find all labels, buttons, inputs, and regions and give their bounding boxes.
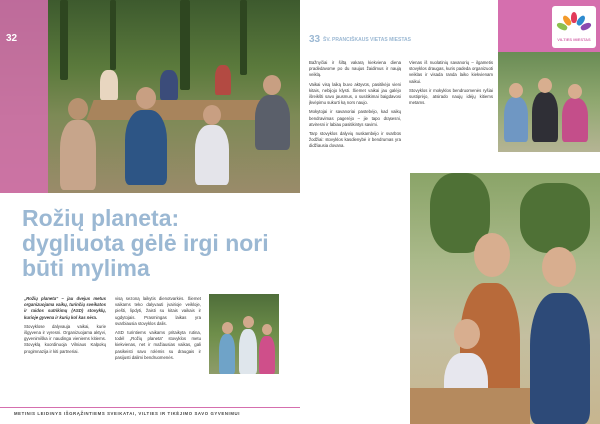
lead-paragraph: „Rožių planeta“ – jau dvejus metus organizuojama vaikų, turinčių sveikatos ir raidos sutrikimų (ASD) stovyklų, kurioje gyvena ir kurių kol kas nėra. bbox=[24, 296, 106, 320]
left-column-2 bbox=[115, 296, 201, 364]
vilties-miestas-logo bbox=[552, 6, 596, 48]
body-paragraph: ASD turintiems vaikams pritaikyta rutina, todėl „Rožių planeta“ stovyklos metu kiekvienas, net ir mažiausias vaikas, gali pasikeisti savo rolėmis su draugais ir pasijusti dalimi bendruomenės. bbox=[115, 330, 201, 360]
children-photo bbox=[209, 294, 279, 374]
right-column-1 bbox=[309, 60, 401, 153]
body-paragraph: visą sezoną laikytis dienotvarkės. Šiemet vaikams teko dalyvauti įvairioje veikloje, piešti, lipdyti, žaisti su kitais vaikais ir ugdytojais. Prasmingas laikas yra svarbiausia stovyklos dalis. bbox=[115, 296, 201, 326]
body-paragraph: Stovyklose dalyvauja vaikai, kurie išgyvena ir vyresni. Organizuojama aktyvi, gyvenimiška ir naudinga vieniems kitiems. Stovyklą koordinuoja Vilniaus Kalpokų progimnazija ir kiti partneriai. bbox=[24, 323, 106, 354]
accent-bar-left bbox=[0, 0, 48, 193]
body-paragraph: Stovyklos ir mokyklos bendruomenės ryšiai sustiprėjo, atsirado naujų idėjų kitiems metams. bbox=[409, 87, 493, 106]
title-line-2: dygliuota gėlė irgi nori bbox=[22, 230, 269, 256]
body-paragraph: Vienas iš nuolatinių savanorių – ilgametis stovyklos draugas, kuris padeda organizuoti veiklas ir visada randa laiko kiekvienam vaikui. bbox=[409, 60, 493, 84]
kids-activity-photo bbox=[410, 173, 600, 424]
body-paragraph: Bažnyčiai ir šiltą vakarą kiekviena diena pradėdavome po du naujus žaidimus ir naują veiklą. bbox=[309, 60, 401, 78]
page-number-right: 33 bbox=[309, 34, 321, 45]
page-footer: METINIS LEIDINYS IŠGRĄŽINTIEMS SVEIKATAI, VILTIES IR TIKĖJIMO SAVO GYVENIMUI bbox=[14, 411, 241, 416]
body-paragraph: Tarp stovyklos dalyvių nuskambėjo ir svarbūs žodžiai: stovyklos kasdienybė ir bendrumas yra didžiausia dovana. bbox=[309, 131, 401, 149]
adults-bench-photo bbox=[498, 52, 600, 152]
left-column-1 bbox=[24, 296, 106, 358]
title-line-1: Rožių planeta: bbox=[22, 205, 180, 231]
body-paragraph: Mokytojai ir savanoriai pastebėjo, kad vaikų bendravimas pagerėjo – jie tapo drąsesni, atviresni ir labiau pasitikintys savimi. bbox=[309, 109, 401, 127]
title-line-3: būti mylima bbox=[22, 255, 150, 281]
footer-divider bbox=[0, 407, 300, 408]
right-column-2 bbox=[409, 60, 493, 109]
body-paragraph: Vaikai visą laiką buvo aktyvūs, pasitikėjo vieni kitais, nebijojo klysti. Šiemet vaikai jau galėjo išreikšti savo jausmus, o susitikimai baigdavosi įkvėpimu sukurti ką nors naujo. bbox=[309, 81, 401, 106]
section-label: ŠV. PRANCIŠKAUS VIETAS MIESTAS bbox=[323, 37, 411, 43]
page-number-left: 32 bbox=[6, 33, 18, 44]
article-title bbox=[22, 206, 300, 281]
logo-text: VILTIES MIESTAS bbox=[557, 37, 591, 42]
